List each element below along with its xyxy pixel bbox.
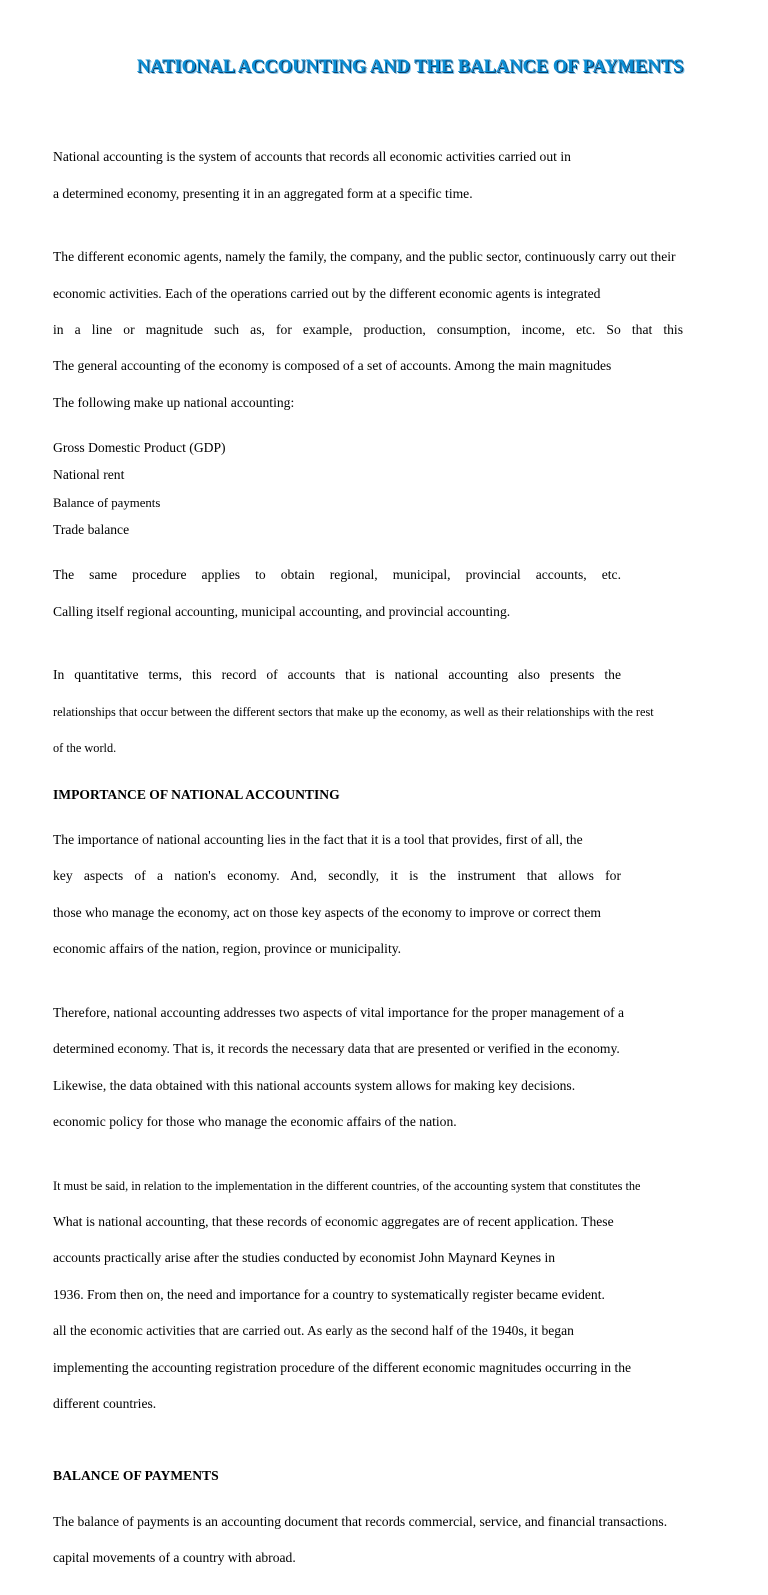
text-line: economic policy for those who manage the economic affairs of the nation. — [53, 1113, 457, 1129]
list-item: National rent — [53, 467, 125, 483]
paragraph-implementation — [53, 1158, 733, 1431]
text-line: The importance of national accounting lies in the fact that it is a tool that provides, first of all, the — [53, 831, 583, 847]
paragraph-regional-accounts — [53, 548, 733, 639]
paragraph-two-aspects — [53, 986, 733, 1150]
text-line: those who manage the economy, act on those key aspects of the economy to improve or correct them — [53, 904, 601, 920]
list-item: Balance of payments — [53, 495, 161, 510]
text-line: Therefore, national accounting addresses two aspects of vital importance for the proper management of a — [53, 1004, 625, 1020]
text-line: economic activities. Each of the operations carried out by the different economic agents is integrated — [53, 285, 601, 301]
text-line: implementing the accounting registration procedure of the different economic magnitudes occurring in the — [53, 1359, 632, 1375]
text-line: all the economic activities that are carried out. As early as the second half of the 1940s, it began — [53, 1323, 574, 1339]
text-line: a determined economy, presenting it in an aggregated form at a specific time. — [53, 185, 473, 201]
paragraph-balance-of-payments — [53, 1495, 733, 1586]
text-line: accounts practically arise after the studies conducted by economist John Maynard Keynes in — [53, 1250, 556, 1266]
list-item: Gross Domestic Product (GDP) — [53, 440, 226, 456]
text-line: key aspects of a nation's economy. And, secondly, it is the instrument that allows for — [53, 868, 621, 884]
text-line: The balance of payments is an accounting document that records commercial, service, and financial transactions. — [53, 1513, 668, 1529]
document-title: NATIONAL ACCOUNTING AND THE BALANCE OF PAYMENTS — [136, 57, 684, 77]
text-line: relationships that occur between the different sectors that make up the economy, as well as their relationships with the rest — [53, 704, 654, 719]
text-line: The general accounting of the economy is composed of a set of accounts. Among the main magnitudes — [53, 358, 612, 374]
text-line: Likewise, the data obtained with this national accounts system allows for making key decisions. — [53, 1077, 576, 1093]
text-line: Calling itself regional accounting, municipal accounting, and provincial accounting. — [53, 603, 511, 619]
text-line: in a line or magnitude such as, for example, production, consumption, income, etc. So that this — [53, 322, 683, 338]
text-line: capital movements of a country with abroad. — [53, 1550, 296, 1566]
text-line: In quantitative terms, this record of accounts that is national accounting also presents the — [53, 667, 621, 683]
text-line: economic affairs of the nation, region, province or municipality. — [53, 941, 402, 957]
text-line: The following make up national accounting: — [53, 394, 295, 410]
text-line: The different economic agents, namely the family, the company, and the public sector, continuously carry out their — [53, 249, 676, 265]
text-line: of the world. — [53, 741, 117, 756]
list-item: Trade balance — [53, 521, 130, 537]
text-line: National accounting is the system of accounts that records all economic activities carried out in — [53, 149, 571, 165]
paragraph-economic-agents — [53, 230, 733, 430]
paragraph-quantitative-terms — [53, 648, 733, 775]
paragraph-definition — [53, 130, 733, 221]
text-line: It must be said, in relation to the implementation in the different countries, of the accounting system that constitutes the — [53, 1178, 641, 1193]
text-line: 1936. From then on, the need and importance for a country to systematically register became evident. — [53, 1286, 605, 1302]
section-heading-balance-of-payments: BALANCE OF PAYMENTS — [53, 1468, 219, 1484]
document-body — [53, 130, 733, 1595]
text-line: determined economy. That is, it records the necessary data that are presented or verified in the economy. — [53, 1041, 620, 1057]
text-line: The same procedure applies to obtain regional, municipal, provincial accounts, etc. — [53, 567, 621, 583]
section-heading-importance: IMPORTANCE OF NATIONAL ACCOUNTING — [53, 786, 340, 802]
text-line: different countries. — [53, 1396, 157, 1411]
text-line: What is national accounting, that these records of economic aggregates are of recent application. These — [53, 1213, 614, 1229]
paragraph-importance — [53, 813, 733, 977]
